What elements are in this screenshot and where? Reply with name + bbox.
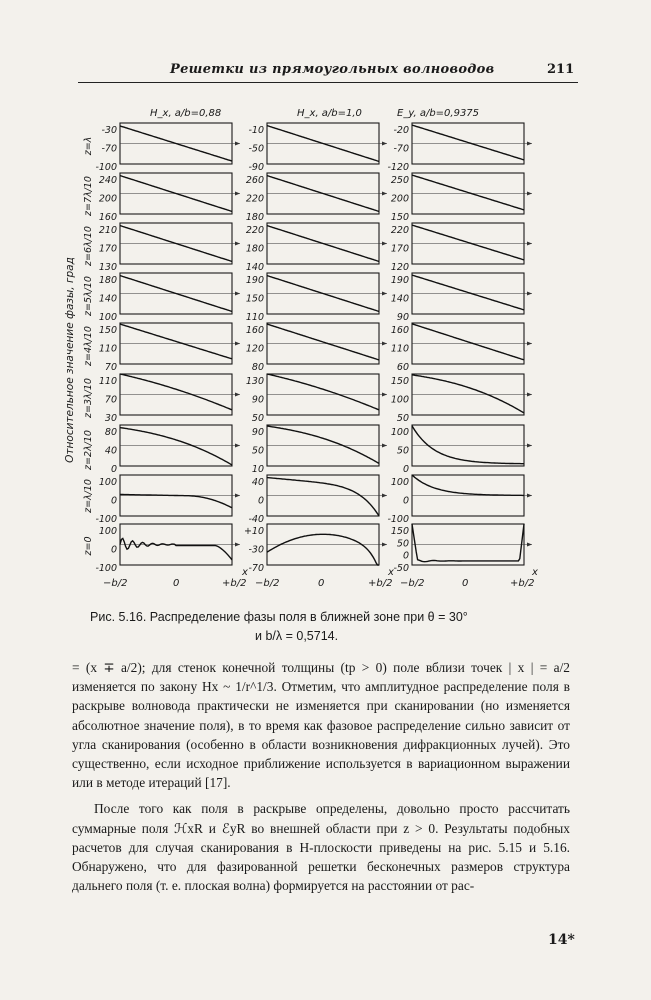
phase-panel	[248, 475, 387, 525]
figure-caption	[60, 608, 620, 646]
row-label: z=λ/10	[83, 479, 94, 513]
y-tick-label: 140	[245, 262, 264, 273]
reference-arrow	[235, 393, 240, 397]
phase-panel	[252, 425, 387, 475]
y-tick-label: 50	[396, 445, 409, 457]
y-tick-label: 130	[98, 262, 117, 273]
y-tick-label: 110	[245, 312, 264, 323]
reference-arrow	[235, 292, 240, 296]
y-tick-label: 160	[390, 325, 409, 336]
reference-arrow	[382, 543, 387, 547]
reference-arrow	[527, 342, 532, 346]
phase-curve	[120, 428, 232, 465]
x-axis-symbol: x	[242, 567, 248, 578]
phase-curve	[120, 374, 232, 410]
y-tick-label: 0	[110, 495, 117, 507]
y-tick-label: 150	[390, 212, 409, 223]
phase-panel	[248, 123, 387, 173]
y-tick-label: 50	[251, 413, 264, 424]
y-tick-label: 0	[402, 550, 409, 562]
y-tick-label: 240	[98, 175, 117, 186]
y-tick-label: -70	[248, 563, 264, 574]
reference-arrow	[382, 342, 387, 346]
reference-arrow	[527, 142, 532, 146]
reference-arrow	[527, 393, 532, 397]
reference-arrow	[235, 142, 240, 146]
row-label: z=7λ/10	[83, 176, 94, 216]
y-tick-label: 120	[390, 262, 409, 273]
phase-curve	[267, 374, 379, 410]
y-tick-label: 150	[390, 526, 409, 537]
y-tick-label: 10	[251, 464, 264, 475]
y-tick-label: -100	[95, 162, 117, 173]
column-title: H_x, a/b=0,88	[150, 108, 222, 119]
y-tick-label: -20	[393, 125, 409, 136]
phase-curve	[412, 275, 524, 310]
phase-curve	[267, 426, 379, 463]
x-axis-symbol: x	[532, 567, 538, 578]
phase-curve	[412, 475, 524, 495]
y-tick-label: 40	[104, 445, 117, 457]
reference-arrow	[527, 292, 532, 296]
row-label: z=6λ/10	[83, 226, 94, 266]
phase-panel	[391, 223, 532, 273]
reference-arrow	[382, 192, 387, 196]
y-tick-label: -30	[101, 125, 117, 136]
y-tick-label: -40	[248, 514, 264, 525]
phase-curve	[412, 426, 524, 464]
y-tick-label: 150	[245, 293, 264, 305]
x-tick-plus: +b/2	[222, 578, 247, 589]
y-tick-label: -70	[101, 143, 117, 155]
y-tick-label: 260	[245, 175, 264, 186]
y-axis-label: Относительное значение фазы, град	[64, 257, 76, 463]
row-label: z=2λ/10	[83, 430, 94, 470]
paragraph: После того как поля в раскрыве определены, довольно просто рассчитать суммарные поля ℋxR и ℰyR во внешней области при z > 0. Результаты подобных расчетов для случая сканирования в H-плоскости приведены на рис. 5.15 и 5.16. Обнаружено, что для фазированной решетки бесконечных размеров структура дальнего поля (т. е. плоская волна) формируется на расстоянии от рас-	[72, 801, 570, 894]
y-tick-label: 180	[98, 275, 117, 286]
caption-line-1: Рис. 5.16. Распределение фазы поля в ближней зоне при θ = 30°	[90, 610, 468, 624]
phase-curve	[267, 478, 379, 516]
y-tick-label: 120	[245, 343, 264, 355]
y-tick-label: 190	[390, 275, 409, 286]
phase-panel	[391, 425, 532, 475]
reference-arrow	[235, 543, 240, 547]
phase-panel	[246, 223, 387, 273]
y-tick-label: -90	[248, 162, 264, 173]
phase-curve	[412, 125, 524, 160]
y-tick-label: 90	[251, 427, 264, 438]
x-axis-symbol: x	[388, 567, 394, 578]
y-tick-label: 100	[98, 526, 117, 537]
phase-panel	[391, 323, 532, 373]
y-tick-label: 100	[390, 477, 409, 488]
x-tick-plus: +b/2	[510, 578, 535, 589]
phase-panel	[391, 273, 532, 323]
y-tick-label: -30	[248, 544, 264, 556]
phase-curve	[412, 175, 524, 210]
reference-arrow	[527, 543, 532, 547]
phase-panel	[99, 323, 240, 373]
reference-arrow	[382, 444, 387, 448]
phase-panel	[99, 173, 240, 223]
phase-panel	[105, 425, 240, 475]
phase-panel	[95, 475, 240, 525]
y-tick-label: 130	[245, 376, 264, 387]
reference-arrow	[382, 292, 387, 296]
y-tick-label: 80	[104, 427, 117, 438]
page-number: 211	[547, 62, 575, 77]
y-tick-label: -50	[393, 563, 409, 574]
y-tick-label: 0	[110, 544, 117, 556]
reference-arrow	[527, 494, 532, 498]
y-tick-label: -50	[248, 143, 264, 155]
y-tick-label: 70	[104, 362, 117, 373]
phase-panel	[387, 475, 532, 525]
phase-curve	[412, 375, 524, 413]
y-tick-label: -120	[387, 162, 409, 173]
y-tick-label: 190	[245, 275, 264, 286]
phase-panel	[391, 524, 532, 574]
phase-panel	[246, 273, 387, 323]
row-label: z=5λ/10	[83, 276, 94, 316]
y-tick-label: 150	[390, 376, 409, 387]
row-label: z=4λ/10	[83, 326, 94, 366]
y-tick-label: 200	[390, 193, 409, 205]
phase-panel	[95, 524, 240, 574]
phase-panel	[99, 273, 240, 323]
phase-panel	[244, 524, 387, 574]
reference-arrow	[235, 242, 240, 246]
y-tick-label: 110	[390, 343, 409, 355]
phase-curve	[120, 324, 232, 359]
y-tick-label: 0	[257, 495, 264, 507]
y-tick-label: 170	[98, 243, 117, 255]
phase-curve	[412, 324, 524, 360]
y-tick-label: 110	[98, 376, 117, 387]
reference-arrow	[527, 192, 532, 196]
row-label: z=0	[83, 536, 94, 556]
y-tick-label: 50	[251, 445, 264, 457]
y-tick-label: 250	[390, 175, 409, 186]
y-tick-label: 90	[251, 394, 264, 406]
y-tick-label: 60	[396, 362, 409, 373]
reference-arrow	[235, 444, 240, 448]
y-tick-label: -70	[393, 143, 409, 155]
x-tick-plus: +b/2	[368, 578, 393, 589]
reference-arrow	[382, 494, 387, 498]
caption-line-2: и b/λ = 0,5714.	[255, 629, 339, 643]
reference-arrow	[235, 494, 240, 498]
y-tick-label: 160	[98, 212, 117, 223]
running-header-title: Решетки из прямоугольных волноводов	[170, 62, 495, 77]
phase-panel	[95, 123, 240, 173]
phase-panel	[387, 123, 532, 173]
body-text	[72, 658, 570, 895]
x-tick-minus: −b/2	[255, 578, 280, 589]
y-tick-label: 150	[98, 325, 117, 336]
y-tick-label: 0	[110, 464, 117, 475]
phase-curve	[267, 324, 379, 360]
reference-arrow	[527, 242, 532, 246]
phase-panel	[391, 173, 532, 223]
y-tick-label: 220	[390, 225, 409, 236]
y-tick-label: 90	[396, 312, 409, 323]
phase-panel	[246, 173, 387, 223]
y-tick-label: 220	[245, 193, 264, 205]
x-tick-minus: −b/2	[400, 578, 425, 589]
y-tick-label: -100	[95, 514, 117, 525]
phase-panel	[246, 323, 387, 373]
y-tick-label: 170	[390, 243, 409, 255]
y-tick-label: 220	[245, 225, 264, 236]
y-tick-label: 140	[390, 293, 409, 305]
y-tick-label: 180	[245, 212, 264, 223]
reference-arrow	[382, 242, 387, 246]
y-tick-label: 180	[245, 243, 264, 255]
phase-curve	[412, 524, 524, 562]
row-label: z=λ	[83, 136, 94, 156]
phase-curve	[120, 538, 232, 560]
y-tick-label: -100	[387, 514, 409, 525]
y-tick-label: 0	[402, 464, 409, 475]
y-tick-label: 100	[390, 427, 409, 438]
reference-arrow	[527, 444, 532, 448]
y-tick-label: 110	[98, 343, 117, 355]
y-tick-label: +10	[243, 526, 264, 537]
y-tick-label: 100	[390, 394, 409, 406]
y-tick-label: 100	[98, 477, 117, 488]
x-tick-minus: −b/2	[103, 578, 128, 589]
x-tick-zero: 0	[173, 578, 180, 589]
y-tick-label: 70	[104, 394, 117, 406]
row-label: z=3λ/10	[83, 378, 94, 418]
y-tick-label: -100	[95, 563, 117, 574]
y-tick-label: 100	[98, 312, 117, 323]
reference-arrow	[235, 342, 240, 346]
phase-panel	[99, 374, 240, 424]
paragraph: = (x ∓ a/2); для стенок конечной толщины (tp > 0) поле вблизи точек | x | = a/2 изменяется по закону Hx ~ 1/r^1/3. Отметим, что амплитудное распределение поля в раскрыве волновода практически не изменяется при сканировании (но изменяется абсолютное значение поля), в то время как фазовое распределение сильно зависит от угла сканирования (особенно в области возникновения дифракционных лучей). Это существенно, если исходное приближение используется в вариационном выражении или в методе итераций [17].	[72, 660, 570, 791]
y-tick-label: 30	[104, 413, 117, 424]
y-tick-label: -10	[248, 125, 264, 136]
phase-curve	[412, 225, 524, 260]
y-tick-label: 50	[396, 538, 409, 550]
y-tick-label: 210	[98, 225, 117, 236]
y-tick-label: 140	[98, 293, 117, 305]
phase-panel	[246, 374, 387, 424]
y-tick-label: 0	[402, 495, 409, 507]
phase-curve	[267, 534, 379, 565]
x-axis-ticks	[103, 567, 538, 589]
phase-panel	[391, 374, 532, 424]
y-tick-label: 50	[396, 413, 409, 424]
reference-arrow	[382, 393, 387, 397]
y-tick-label: 40	[251, 477, 264, 488]
reference-arrow	[235, 192, 240, 196]
x-tick-zero: 0	[318, 578, 325, 589]
column-title: H_x, a/b=1,0	[297, 108, 362, 119]
panel-grid	[95, 123, 532, 574]
signature-mark: 14*	[548, 932, 575, 948]
column-title: E_y, a/b=0,9375	[397, 108, 480, 119]
phase-panel	[99, 223, 240, 273]
y-tick-label: 80	[251, 362, 264, 373]
reference-arrow	[382, 142, 387, 146]
y-tick-label: 200	[98, 193, 117, 205]
x-tick-zero: 0	[462, 578, 469, 589]
phase-curve	[120, 495, 232, 508]
y-tick-label: 160	[245, 325, 264, 336]
